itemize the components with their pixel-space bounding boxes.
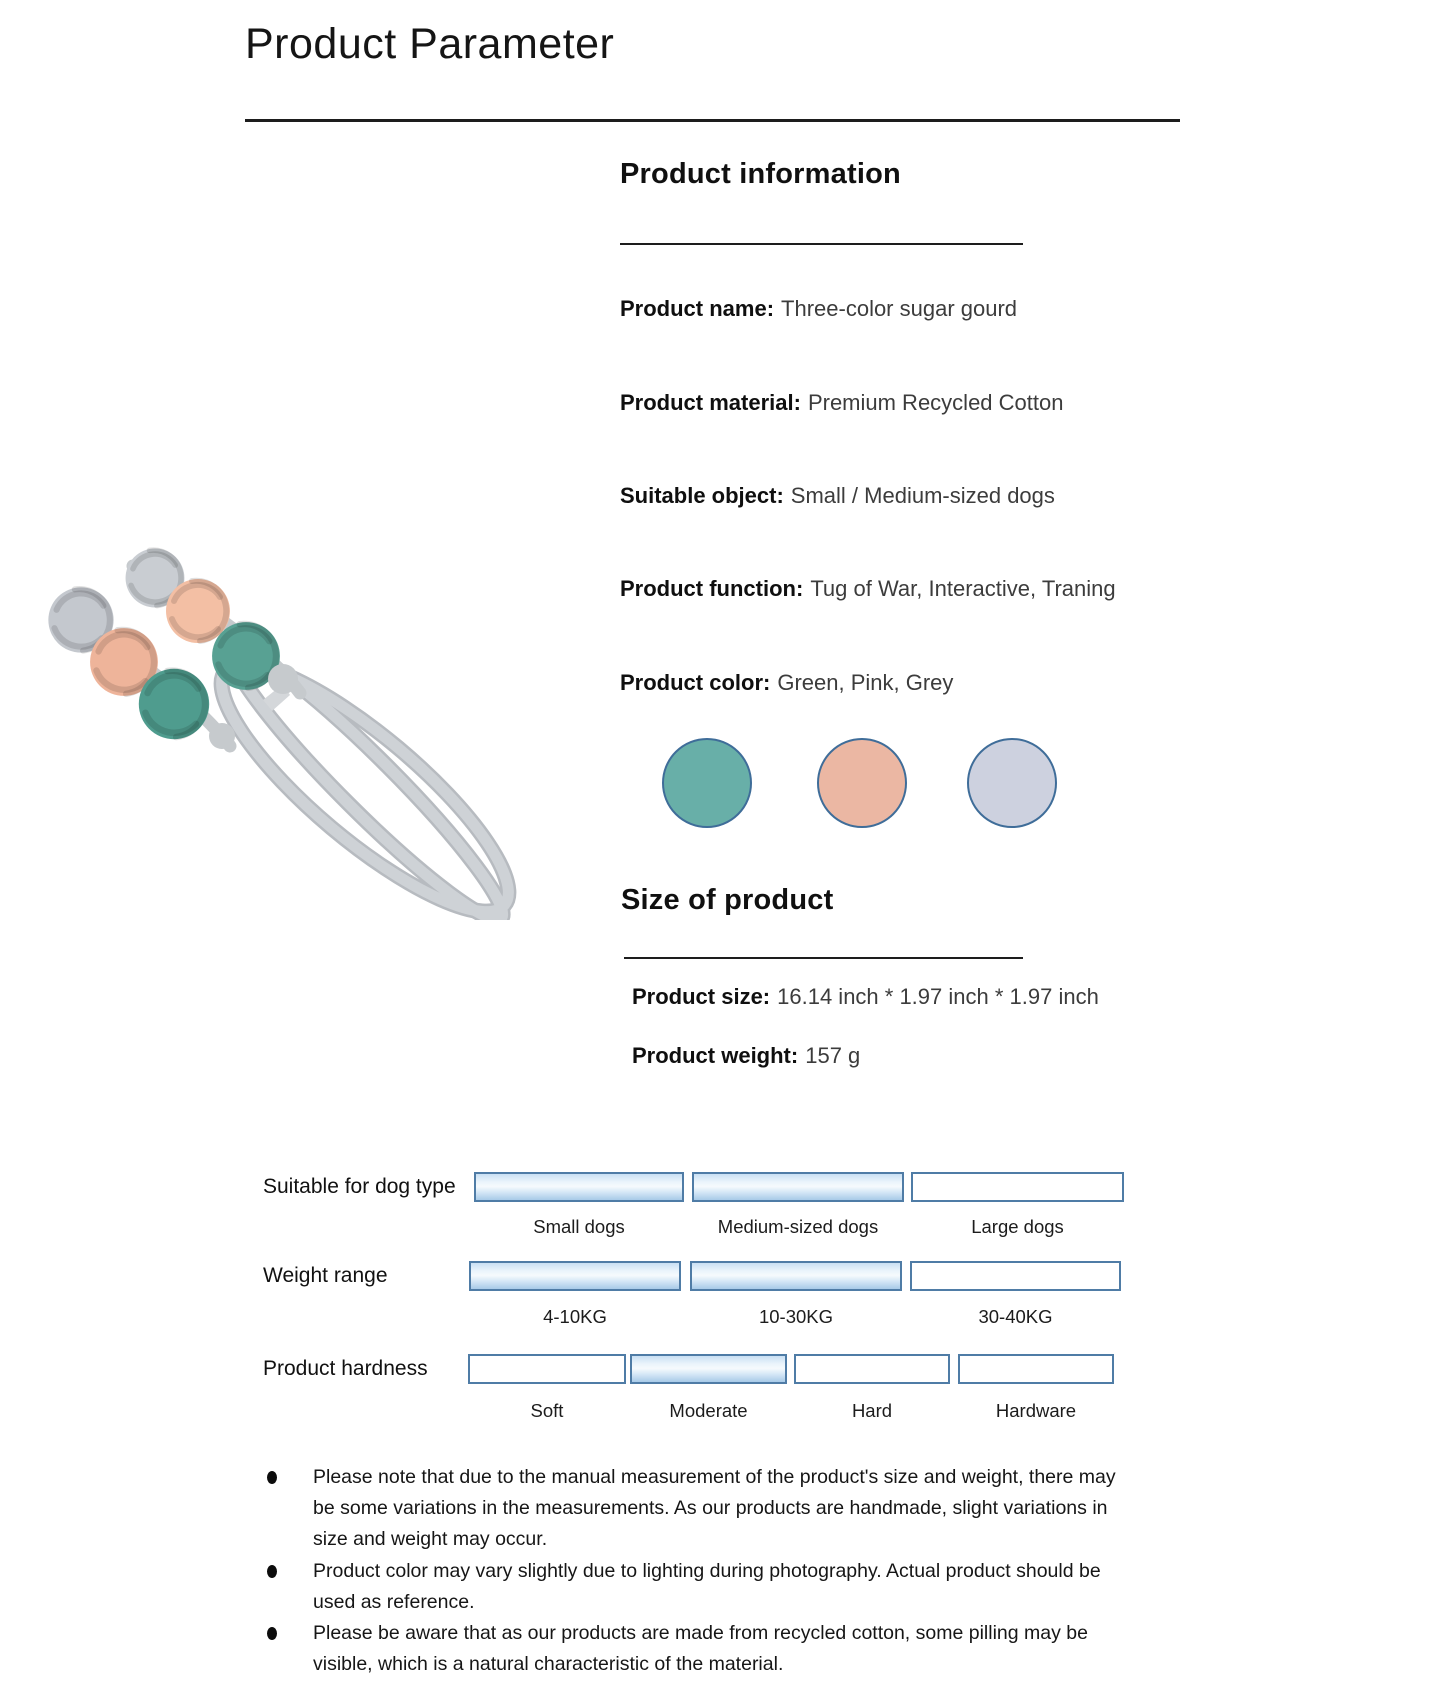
page-title: Product Parameter [245,20,615,68]
field-label: Product weight: [632,1043,799,1068]
bar-row-label-hardness: Product hardness [263,1357,428,1380]
info-row-product-color [620,670,953,696]
field-value: Green, Pink, Grey [777,670,954,695]
bar-caption: 4-10KG [543,1306,607,1327]
note-item [313,1618,1125,1680]
bar-hardness-moderate [630,1354,787,1384]
info-row-product-weight [632,1043,860,1069]
info-row-product-size [632,984,1099,1010]
bar-weight-4-10 [469,1261,681,1291]
info-row-product-function [620,576,1116,602]
color-swatch-grey [967,738,1057,828]
bar-hardness-hard [794,1354,950,1384]
title-divider [245,119,1180,122]
bar-caption: 10-30KG [758,1306,834,1327]
rope-knot [209,723,235,749]
note-text: Product color may vary slightly due to lighting during photography. Actual product should be used as reference. [313,1560,1101,1613]
field-label: Suitable object: [620,483,784,508]
rope-loops [73,566,538,920]
field-label: Product name: [620,296,775,321]
bullet-icon [267,1471,277,1484]
product-photo [15,448,560,920]
rope-knot [268,664,298,694]
info-row-suitable-object [620,483,1055,509]
field-value: 16.14 inch * 1.97 inch * 1.97 inch [777,984,1099,1009]
section-heading-product-information: Product information [620,158,901,190]
knot-ball-green [139,669,209,739]
bar-weight-30-40 [910,1261,1121,1291]
field-label: Product size: [632,984,771,1009]
bar-small-dogs [474,1172,684,1202]
note-text: Please be aware that as our products are made from recycled cotton, some pilling may be visible, which is a natural characteristic of the material. [313,1622,1088,1675]
bar-caption: Hard [851,1400,893,1421]
info-row-product-material [620,390,1063,416]
bar-hardness-hardware [958,1354,1114,1384]
section-heading-size-of-product: Size of product [621,884,834,916]
field-value: Small / Medium-sized dogs [790,483,1055,508]
section-divider [624,957,1023,959]
color-swatch-pink [817,738,907,828]
field-label: Product material: [620,390,801,415]
field-value: 157 g [805,1043,861,1068]
bar-caption: Medium-sized dogs [717,1216,879,1237]
field-label: Product color: [620,670,771,695]
bar-caption: Soft [530,1400,564,1421]
bar-row-label-weight-range: Weight range [263,1264,388,1287]
field-value: Tug of War, Interactive, Traning [810,576,1116,601]
bar-weight-10-30 [690,1261,902,1291]
knot-ball-pink [166,579,230,643]
bar-hardness-soft [468,1354,626,1384]
bar-caption: Small dogs [533,1216,625,1237]
section-divider [620,243,1023,245]
note-item [313,1556,1125,1618]
bullet-icon [267,1565,277,1578]
note-text: Please note that due to the manual measurement of the product's size and weight, there may be some variations in the measurements. As our products are handmade, slight variations in size and weight may occur. [313,1466,1116,1550]
bar-row-label-dog-type: Suitable for dog type [263,1175,456,1198]
note-item [313,1462,1125,1555]
field-value: Premium Recycled Cotton [807,390,1064,415]
field-value: Three-color sugar gourd [781,296,1018,321]
bullet-icon [267,1627,277,1640]
color-swatch-green [662,738,752,828]
bar-caption: 30-40KG [978,1306,1053,1327]
bar-caption: Moderate [669,1400,748,1421]
bar-medium-dogs [692,1172,904,1202]
info-row-product-name [620,296,1017,322]
field-label: Product function: [620,576,804,601]
bar-caption: Hardware [995,1400,1077,1421]
bar-caption: Large dogs [971,1216,1064,1237]
bar-large-dogs [911,1172,1124,1202]
